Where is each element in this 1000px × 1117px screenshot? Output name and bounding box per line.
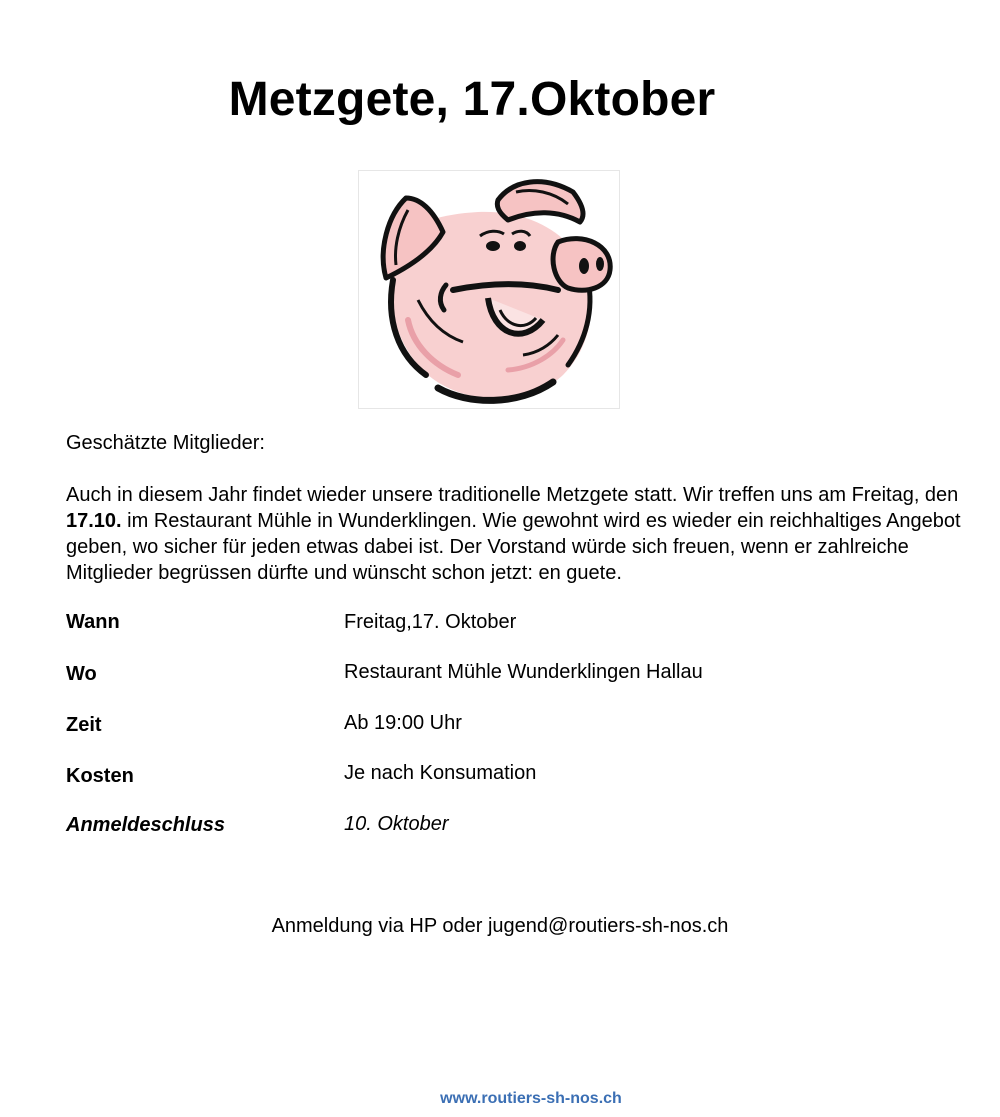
detail-value-zeit: Ab 19:00 Uhr: [344, 712, 462, 734]
footer-website-link[interactable]: www.routiers-sh-nos.ch: [440, 1090, 622, 1107]
intro-paragraph: [66, 482, 966, 586]
pig-head-illustration: [358, 170, 620, 410]
detail-value-anmeldeschluss: 10. Oktober: [344, 813, 449, 835]
detail-value-wo: Restaurant Mühle Wunderklingen Hallau: [344, 661, 703, 683]
page-title: Metzgete, 17.Oktober: [228, 73, 716, 126]
detail-label-zeit: Zeit: [66, 714, 102, 736]
detail-label-kosten: Kosten: [66, 765, 134, 787]
greeting: Geschätzte Mitglieder:: [66, 432, 265, 454]
detail-label-wo: Wo: [66, 663, 97, 685]
intro-date: 17.10.: [66, 510, 122, 532]
detail-label-wann: Wann: [66, 611, 120, 633]
detail-value-kosten: Je nach Konsumation: [344, 762, 537, 784]
signup-note: Anmeldung via HP oder jugend@routiers-sh-nos.ch: [271, 915, 729, 937]
pig-icon: [358, 170, 620, 410]
intro-text-part-1: Auch in diesem Jahr findet wieder unsere traditionelle Metzgete statt. Wir treffen uns am Freitag, den: [66, 484, 959, 506]
detail-value-wann: Freitag,17. Oktober: [344, 611, 517, 633]
detail-label-anmeldeschluss: Anmeldeschluss: [66, 814, 225, 836]
intro-text-part-2: im Restaurant Mühle in Wunderklingen. Wie gewohnt wird es wieder ein reichhaltiges Angebot geben, wo sicher für jeden etwas dabei ist. Der Vorstand würde sich freuen, wenn er zahlreiche Mitglieder begrüssen dürfte und wünscht schon jetzt: en guete.: [66, 510, 961, 584]
